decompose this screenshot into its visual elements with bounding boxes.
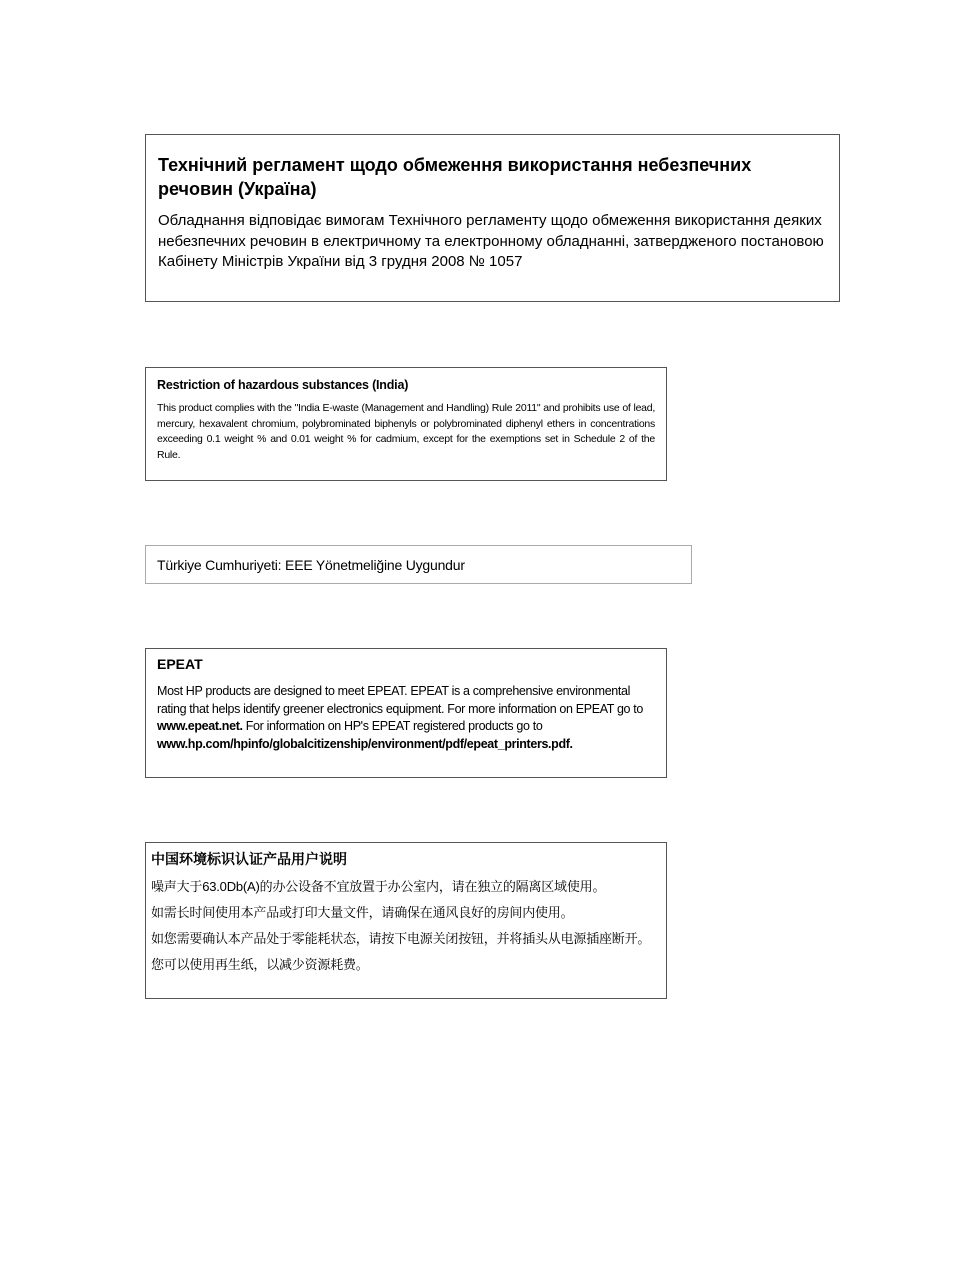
china-notice-paragraph: 噪声大于63.0Db(A)的办公设备不宜放置于办公室内，请在独立的隔离区域使用。 bbox=[151, 879, 606, 894]
india-rohs-notice bbox=[145, 367, 667, 481]
epeat-body-text-2: For information on HP's EPEAT registered products go to bbox=[242, 719, 543, 733]
epeat-body-text-1: Most HP products are designed to meet EPEAT. EPEAT is a comprehensive environmental rating that helps identify greener electronics equipment. For more information on EPEAT go to bbox=[157, 684, 644, 716]
epeat-site-link: www.epeat.net. bbox=[157, 719, 243, 733]
china-notice-paragraph: 如您需要确认本产品处于零能耗状态，请按下电源关闭按钮，并将插头从电源插座断开。 bbox=[151, 931, 651, 946]
turkey-eee-notice bbox=[145, 545, 692, 584]
india-notice-title: Restriction of hazardous substances (India) bbox=[157, 378, 409, 392]
china-notice-title: 中国环境标识认证产品用户说明 bbox=[151, 851, 347, 867]
china-notice-paragraph: 您可以使用再生纸，以减少资源耗费。 bbox=[151, 957, 369, 972]
epeat-notice-title: EPEAT bbox=[157, 656, 203, 672]
india-notice-body: This product complies with the "India E-waste (Management and Handling) Rule 2011" and prohibits use of lead, mercury, hexavalent chromium, polybrominated biphenyls or polybrominated diphenyl ethers in concentrations exceeding 0.1 weight % and 0.01 weight % for cadmium, except for the exemptions set in Schedule 2 of the Rule. bbox=[157, 402, 655, 461]
china-notice-paragraph: 如需长时间使用本产品或打印大量文件，请确保在通风良好的房间内使用。 bbox=[151, 905, 574, 920]
ukraine-rohs-notice bbox=[145, 134, 840, 302]
ukraine-notice-body: Обладнання відповідає вимогам Технічного регламенту щодо обмеження використання деяких небезпечних речовин в електричному та електронному обладнанні, затвердженого постановою Кабінету Міністрів України від 3 грудня 2008 № 1057 bbox=[158, 212, 824, 270]
epeat-notice-body bbox=[157, 683, 655, 753]
epeat-notice bbox=[145, 648, 667, 778]
turkey-notice-body: Türkiye Cumhuriyeti: EEE Yönetmeliğine Uygundur bbox=[157, 557, 465, 573]
ukraine-notice-title: Технічний регламент щодо обмеження використання небезпечних речовин (Україна) bbox=[158, 155, 752, 199]
hp-epeat-products-link: www.hp.com/hpinfo/globalcitizenship/environment/pdf/epeat_printers.pdf. bbox=[157, 736, 573, 751]
china-environmental-label-notice bbox=[145, 842, 667, 999]
